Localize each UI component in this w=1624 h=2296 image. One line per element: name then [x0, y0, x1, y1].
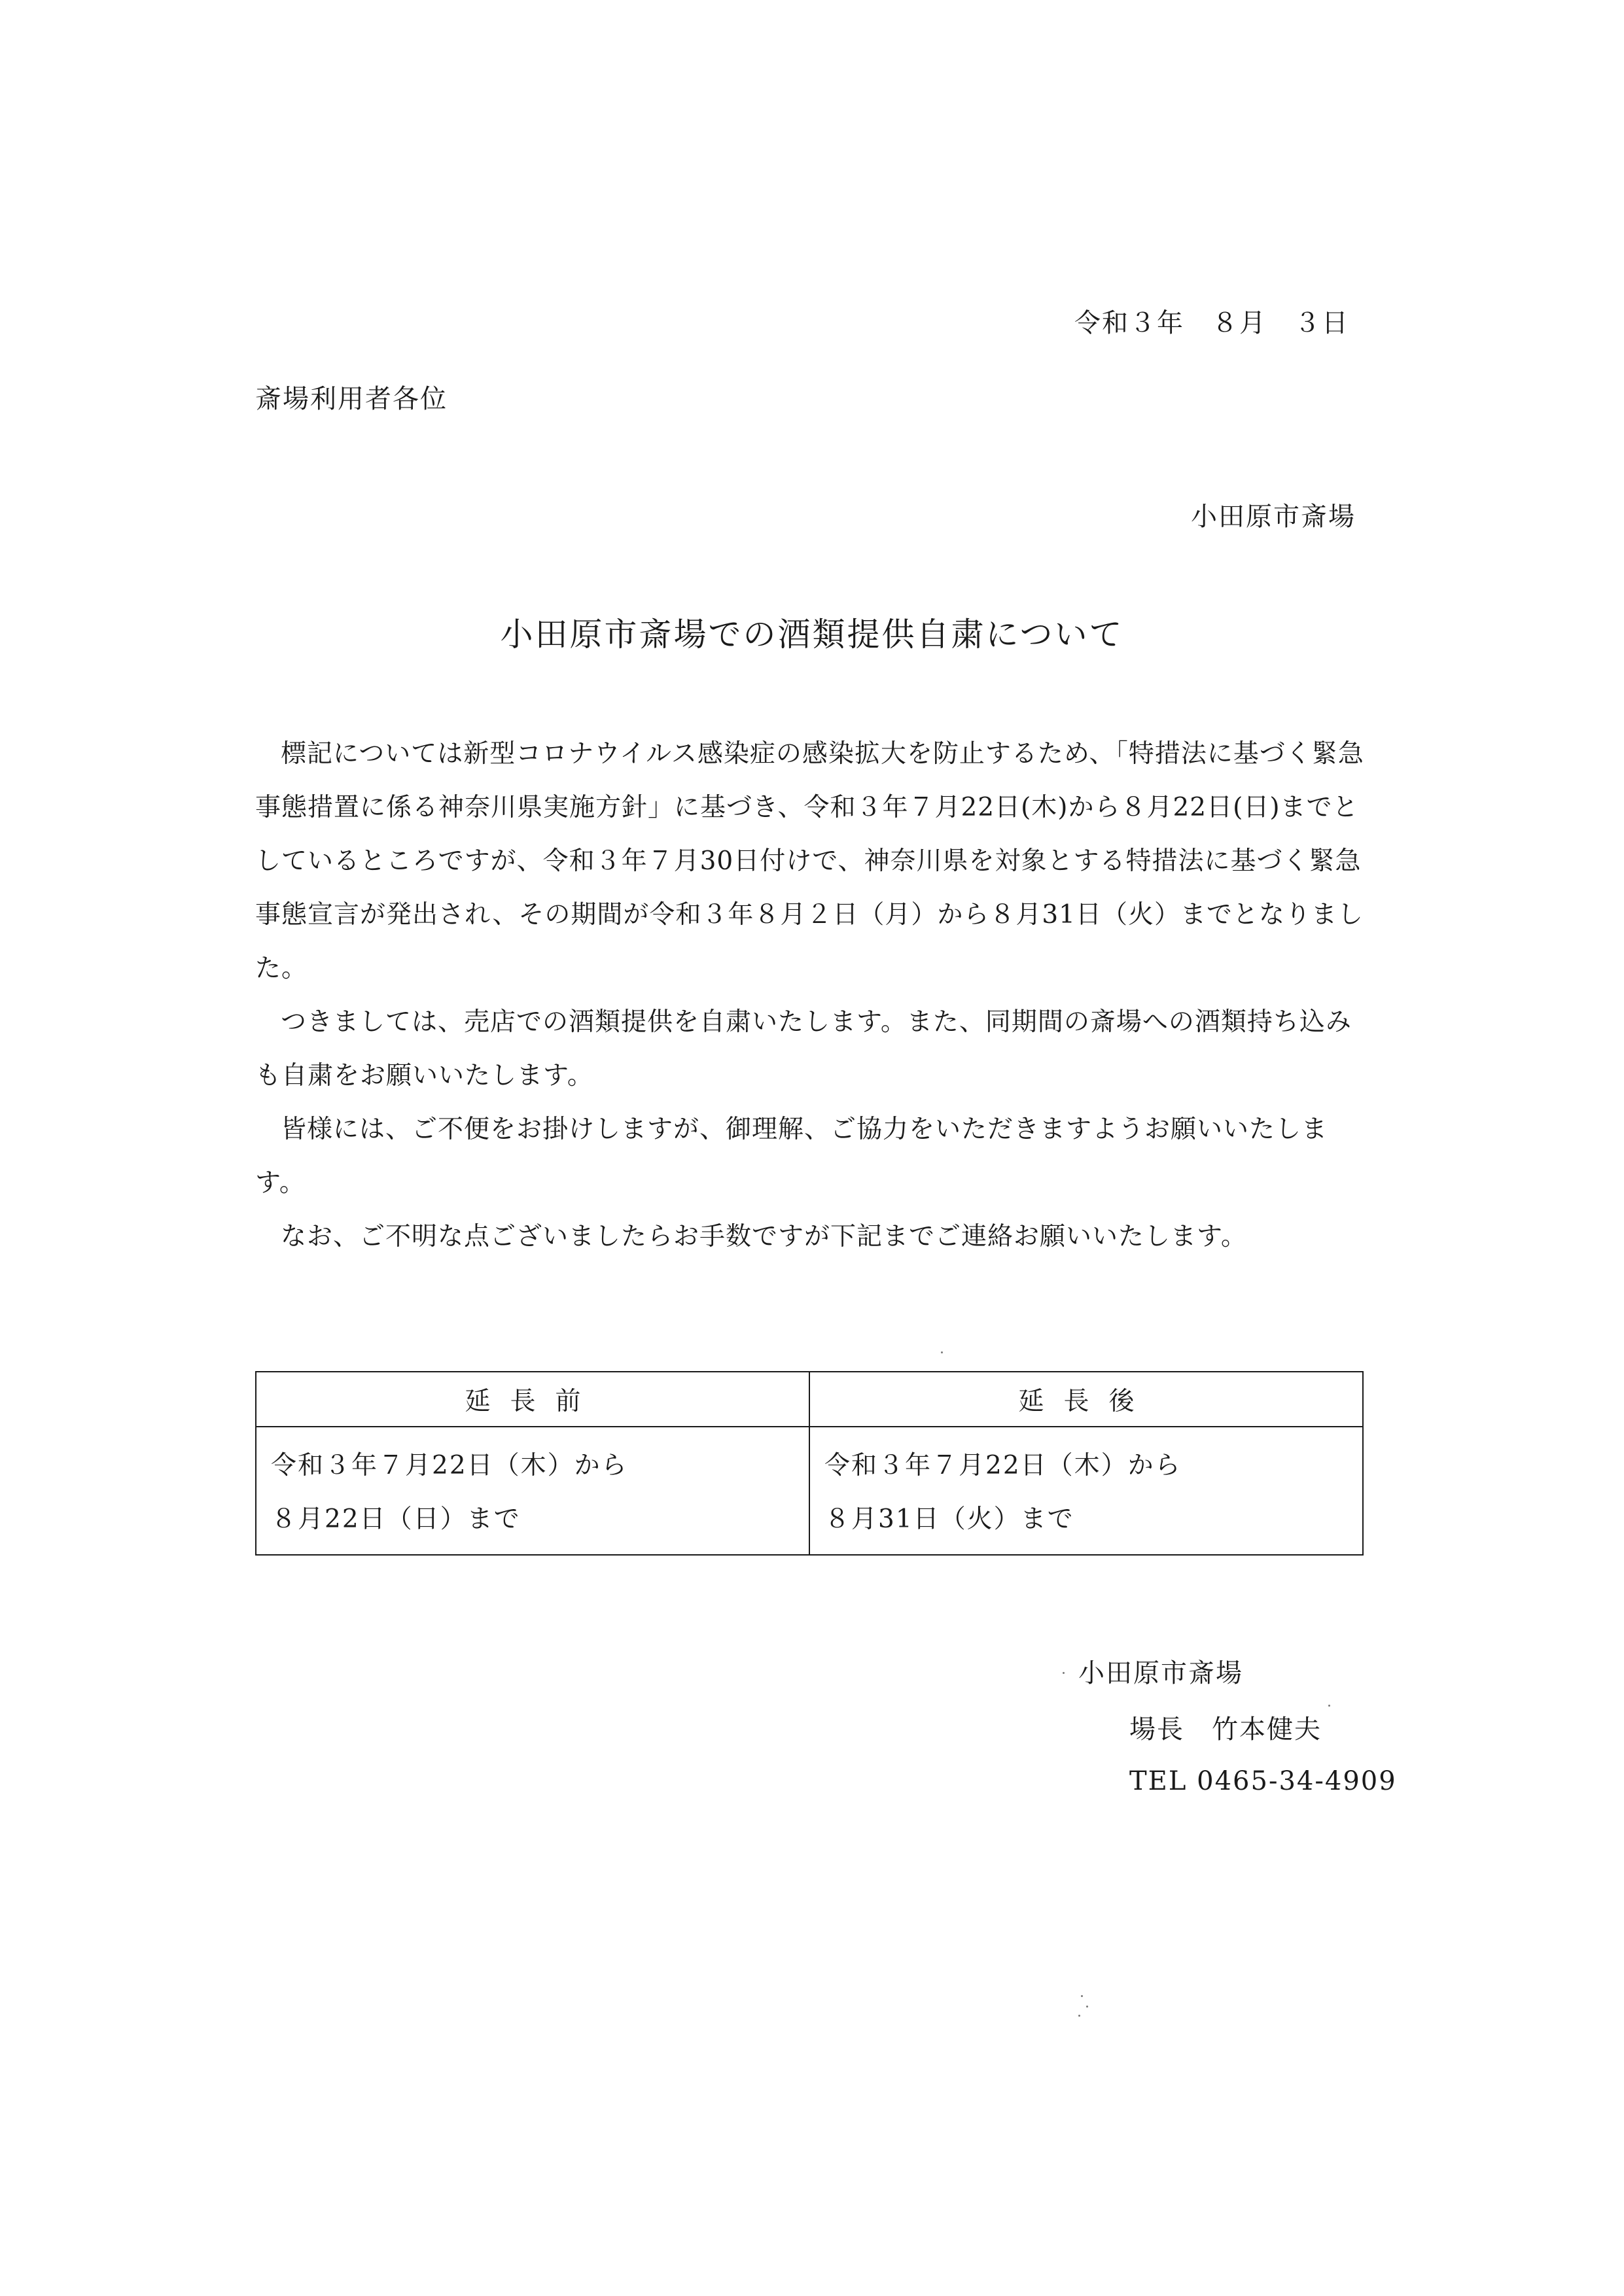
before-extension-cell: [256, 1427, 809, 1555]
signature-phone: TEL 0465-34-4909: [1129, 1766, 1397, 1796]
after-start: 令和３年７月22日（木）から: [824, 1451, 1182, 1480]
signature-organization: 小田原市斎場: [1078, 1658, 1243, 1688]
before-start: 令和３年７月22日（木）から: [271, 1451, 628, 1480]
document-date: 令和３年 ８月 ３日: [1074, 308, 1349, 338]
scan-speck: [941, 1351, 943, 1353]
header-before-extension: 延長前: [256, 1372, 809, 1427]
paragraph-request: つきましては、売店での酒類提供を自粛いたします。また、同期間の斎場への酒類持ち込みも自粛をお願いいたします。: [255, 1007, 1352, 1090]
paragraph-background: 標記については新型コロナウイルス感染症の感染拡大を防止するため、「特措法に基づく緊急事態措置に係る神奈川県実施方針」に基づき、令和３年７月22日(木)から８月22日(日)までとしているところですが、令和３年７月30日付けで、神奈川県を対象とする特措法に基づく緊急事態宣言が発出され、その期間が令和３年８月２日（月）から８月31日（火）までとなりました。: [255, 739, 1364, 983]
scan-speck: [1086, 2006, 1088, 2008]
signature-name: 場長 竹本健夫: [1129, 1714, 1322, 1745]
after-extension-cell: [809, 1427, 1363, 1555]
scan-speck: [1078, 2015, 1080, 2017]
scan-speck: [1063, 1672, 1065, 1674]
table-header-row: [256, 1372, 1363, 1427]
addressee: 斎場利用者各位: [255, 384, 448, 414]
scan-speck: [1328, 1705, 1330, 1707]
extension-period-table: [255, 1371, 1364, 1556]
table-row: [256, 1427, 1363, 1555]
before-end: ８月22日（日）まで: [271, 1505, 521, 1534]
header-after-extension: 延長後: [809, 1372, 1363, 1427]
after-end: ８月31日（火）まで: [824, 1505, 1074, 1534]
paragraph-contact: なお、ご不明な点ございましたらお手数ですが下記までご連絡お願いいたします。: [281, 1222, 1247, 1251]
sender-organization: 小田原市斎場: [1191, 502, 1356, 532]
paragraph-apology: 皆様には、ご不便をお掛けしますが、御理解、ご協力をいただきますようお願いいたします。: [255, 1115, 1328, 1198]
notice-body: [255, 727, 1375, 1264]
page-title: 小田原市斎場での酒類提供自粛について: [500, 616, 1124, 653]
scan-speck: [1081, 1995, 1083, 1997]
